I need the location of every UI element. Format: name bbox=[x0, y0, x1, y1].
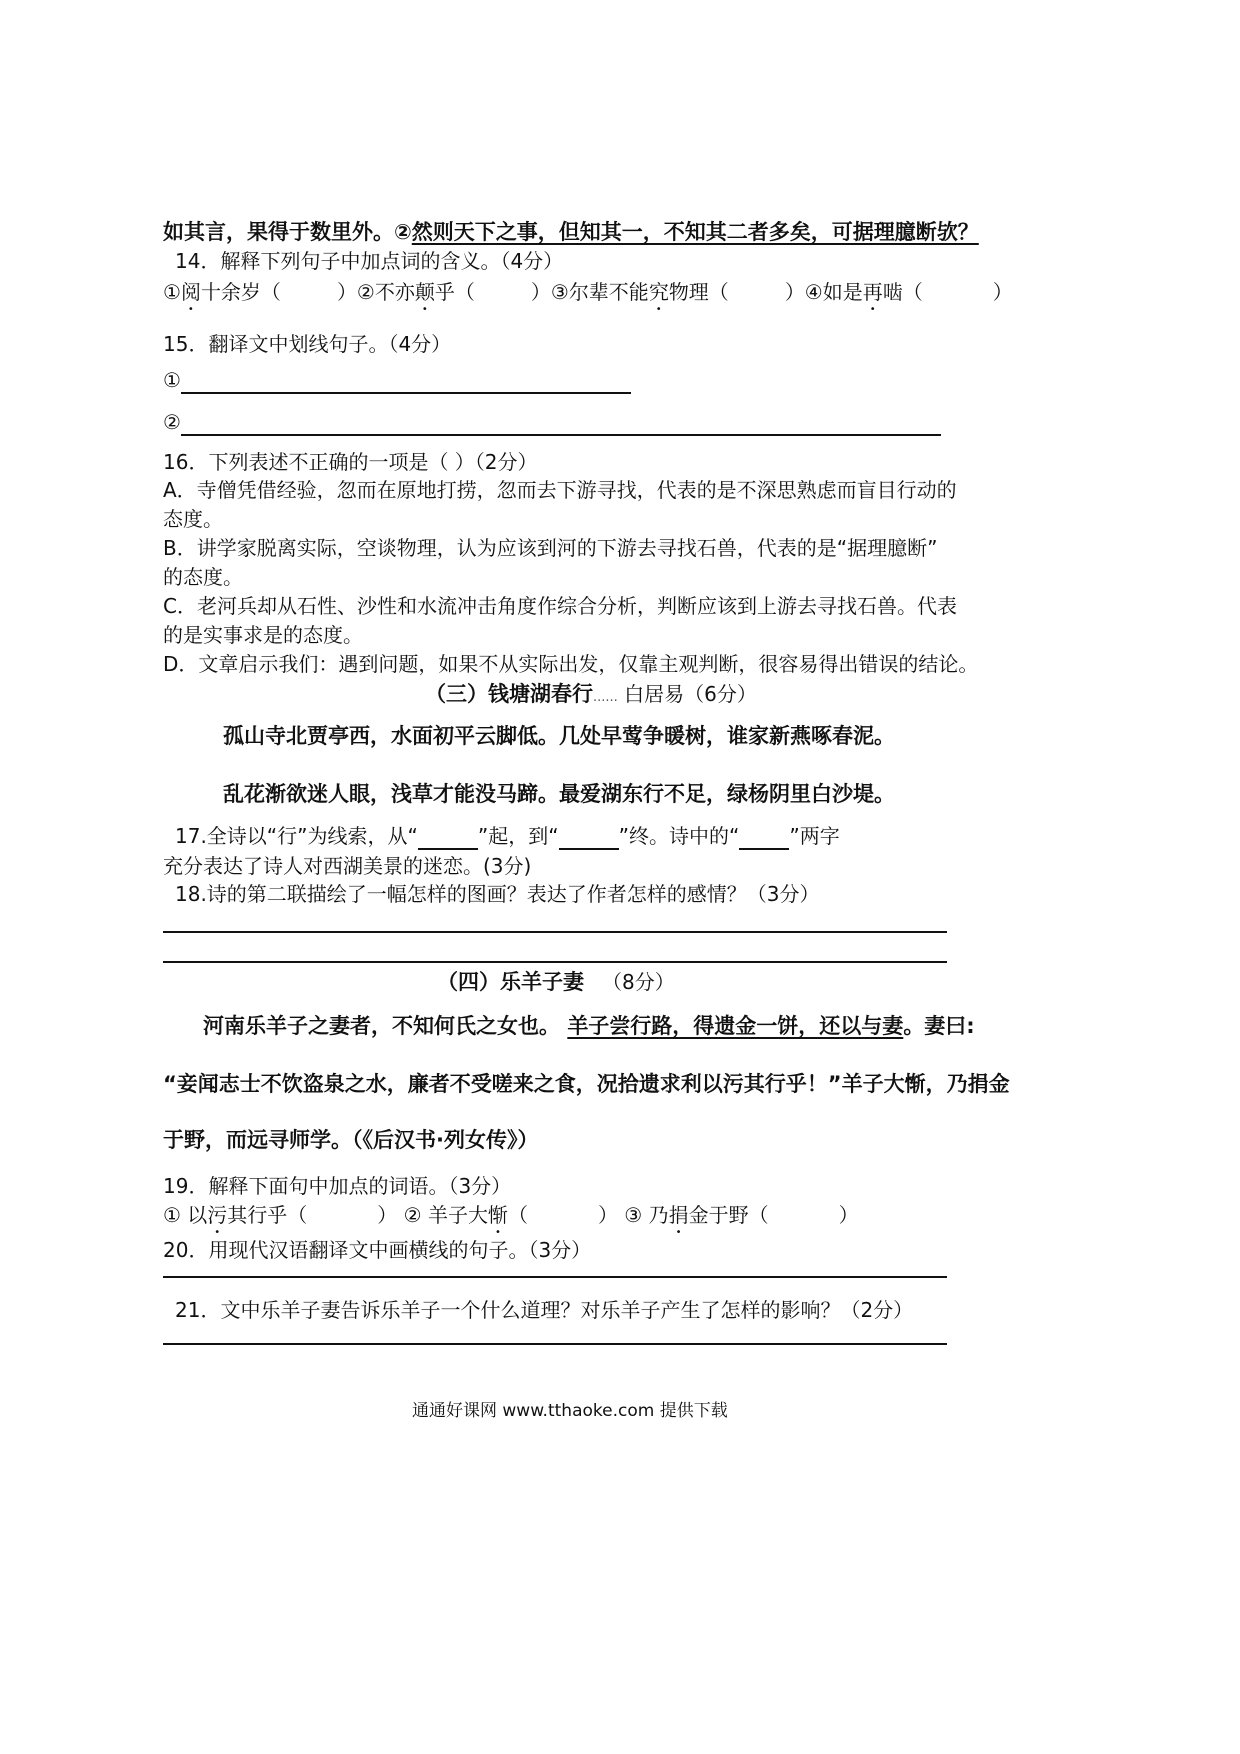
poem-line-1: 孤山寺北贾亭西，水面初平云脚低。几处早莺争暖树，谁家新燕啄春泥。 bbox=[223, 724, 895, 748]
passage-tail bbox=[163, 218, 979, 246]
passage-line-1 bbox=[203, 1012, 975, 1040]
q17-text: ”终。诗中的“ bbox=[618, 824, 740, 848]
opt-text: 尔辈不能 bbox=[568, 280, 649, 304]
dots: ...... bbox=[593, 690, 618, 705]
answer-blank[interactable] bbox=[559, 830, 619, 850]
passage-text: 。妻曰: bbox=[903, 1014, 975, 1038]
q15-answer-1 bbox=[163, 366, 631, 394]
underlined-sentence-2: 然则天下之事，但知其一，不知其二者多矣，可据理臆断欤？ bbox=[411, 220, 979, 244]
answer-line[interactable] bbox=[163, 1343, 947, 1345]
dotted-word: 惭 bbox=[487, 1203, 508, 1227]
q19-options bbox=[163, 1201, 859, 1238]
q16-stem: 16．下列表述不正确的一项是（ ）（2分） bbox=[163, 450, 538, 474]
opt-text: ） bbox=[992, 280, 1013, 304]
q20-stem: 20．用现代汉语翻译文中画横线的句子。（3分） bbox=[163, 1238, 592, 1262]
section-title: （四）乐羊子妻 bbox=[437, 970, 584, 994]
dotted-word: 再 bbox=[862, 280, 883, 304]
opt-text: ） bbox=[838, 1203, 859, 1227]
opt-text: ） ② 羊子大 bbox=[377, 1203, 488, 1227]
section-3-heading bbox=[425, 680, 757, 712]
opt-text: ） ③ 乃 bbox=[597, 1203, 669, 1227]
opt-num: ① bbox=[163, 280, 181, 304]
opt-text: 如是 bbox=[822, 280, 863, 304]
passage-line-2: “妾闻志士不饮盗泉之水，廉者不受嗟来之食，况拾遗求利以污其行乎！”羊子大惭，乃捐金 bbox=[163, 1072, 1010, 1096]
opt-text: （ bbox=[507, 1203, 528, 1227]
q14-options bbox=[163, 278, 1013, 315]
opt-text: 金于野（ bbox=[688, 1203, 769, 1227]
opt-text: 其行乎（ bbox=[227, 1203, 308, 1227]
q17-text: ”两字 bbox=[789, 824, 840, 848]
dotted-word: 究 bbox=[648, 280, 669, 304]
opt-text: 不亦 bbox=[374, 280, 415, 304]
answer-line[interactable] bbox=[181, 372, 631, 394]
page-footer: 通通好课网 www.tthaoke.com 提供下载 bbox=[412, 1401, 728, 1421]
q15-stem: 15．翻译文中划线句子。（4分） bbox=[163, 332, 452, 356]
opt-num: ）④ bbox=[784, 280, 823, 304]
q15-answer-2 bbox=[163, 408, 941, 436]
q16-option-b: B．讲学家脱离实际，空谈物理，认为应该到河的下游去寻找石兽，代表的是“据理臆断” bbox=[163, 536, 938, 560]
opt-text: 十余岁（ bbox=[200, 280, 281, 304]
answer-marker: ② bbox=[163, 410, 181, 434]
dotted-word: 污 bbox=[207, 1203, 228, 1227]
dotted-word: 阅 bbox=[180, 280, 201, 304]
q21-stem: 21．文中乐羊子妻告诉乐羊子一个什么道理？对乐羊子产生了怎样的影响？（2分） bbox=[175, 1298, 914, 1322]
answer-line[interactable] bbox=[181, 414, 941, 436]
answer-blank[interactable] bbox=[739, 830, 789, 850]
dotted-word: 颠 bbox=[414, 280, 435, 304]
section-author: 白居易（6分） bbox=[624, 682, 757, 706]
q16-option-a-cont: 态度。 bbox=[163, 507, 223, 531]
passage-text: 河南乐羊子之妻者，不知何氏之女也。 bbox=[203, 1014, 568, 1038]
opt-num: ）② bbox=[336, 280, 375, 304]
q17-text: 17.全诗以“行”为线索，从“ bbox=[175, 824, 418, 848]
section-4-heading bbox=[437, 968, 675, 996]
q16-option-d: D．文章启示我们：遇到问题，如果不从实际出发，仅靠主观判断，很容易得出错误的结论。 bbox=[163, 652, 979, 676]
answer-line[interactable] bbox=[163, 931, 947, 933]
dotted-word: 捐 bbox=[668, 1203, 689, 1227]
q19-stem: 19．解释下面句中加点的词语。（3分） bbox=[163, 1174, 512, 1198]
q17-line-1 bbox=[175, 822, 840, 850]
underlined-sentence: 羊子尝行路，得遗金一饼，还以与妻 bbox=[567, 1014, 904, 1038]
section-title: （三）钱塘湖春行 bbox=[425, 682, 593, 706]
q17-text: ”起，到“ bbox=[477, 824, 559, 848]
passage-text: 如其言，果得于数里外。② bbox=[163, 220, 412, 244]
section-score: （8分） bbox=[602, 970, 675, 994]
q17-line-2: 充分表达了诗人对西湖美景的迷恋。(3分) bbox=[163, 854, 532, 878]
opt-text: 啮（ bbox=[882, 280, 923, 304]
q16-option-a: A．寺僧凭借经验，忽而在原地打捞，忽而去下游寻找，代表的是不深思熟虑而盲目行动的 bbox=[163, 478, 957, 502]
opt-text: ① 以 bbox=[163, 1203, 208, 1227]
q18-stem: 18.诗的第二联描绘了一幅怎样的图画？表达了作者怎样的感情？（3分） bbox=[175, 882, 820, 906]
answer-marker: ① bbox=[163, 368, 181, 392]
q16-option-b-cont: 的态度。 bbox=[163, 565, 243, 589]
poem-line-2: 乱花渐欲迷人眼，浅草才能没马蹄。最爱湖东行不足，绿杨阴里白沙堤。 bbox=[223, 782, 895, 806]
answer-line[interactable] bbox=[163, 961, 947, 963]
answer-blank[interactable] bbox=[418, 830, 478, 850]
opt-num: ）③ bbox=[530, 280, 569, 304]
passage-line-3: 于野，而远寻师学。（《后汉书·列女传》） bbox=[163, 1128, 539, 1152]
answer-line[interactable] bbox=[163, 1276, 947, 1278]
q16-option-c-cont: 的是实事求是的态度。 bbox=[163, 623, 363, 647]
opt-text: 物理（ bbox=[668, 280, 729, 304]
q16-option-c: C．老河兵却从石性、沙性和水流冲击角度作综合分析，判断应该到上游去寻找石兽。代表 bbox=[163, 594, 957, 618]
opt-text: 乎（ bbox=[434, 280, 475, 304]
q14-stem: 14．解释下列句子中加点词的含义。（4分） bbox=[175, 249, 564, 273]
